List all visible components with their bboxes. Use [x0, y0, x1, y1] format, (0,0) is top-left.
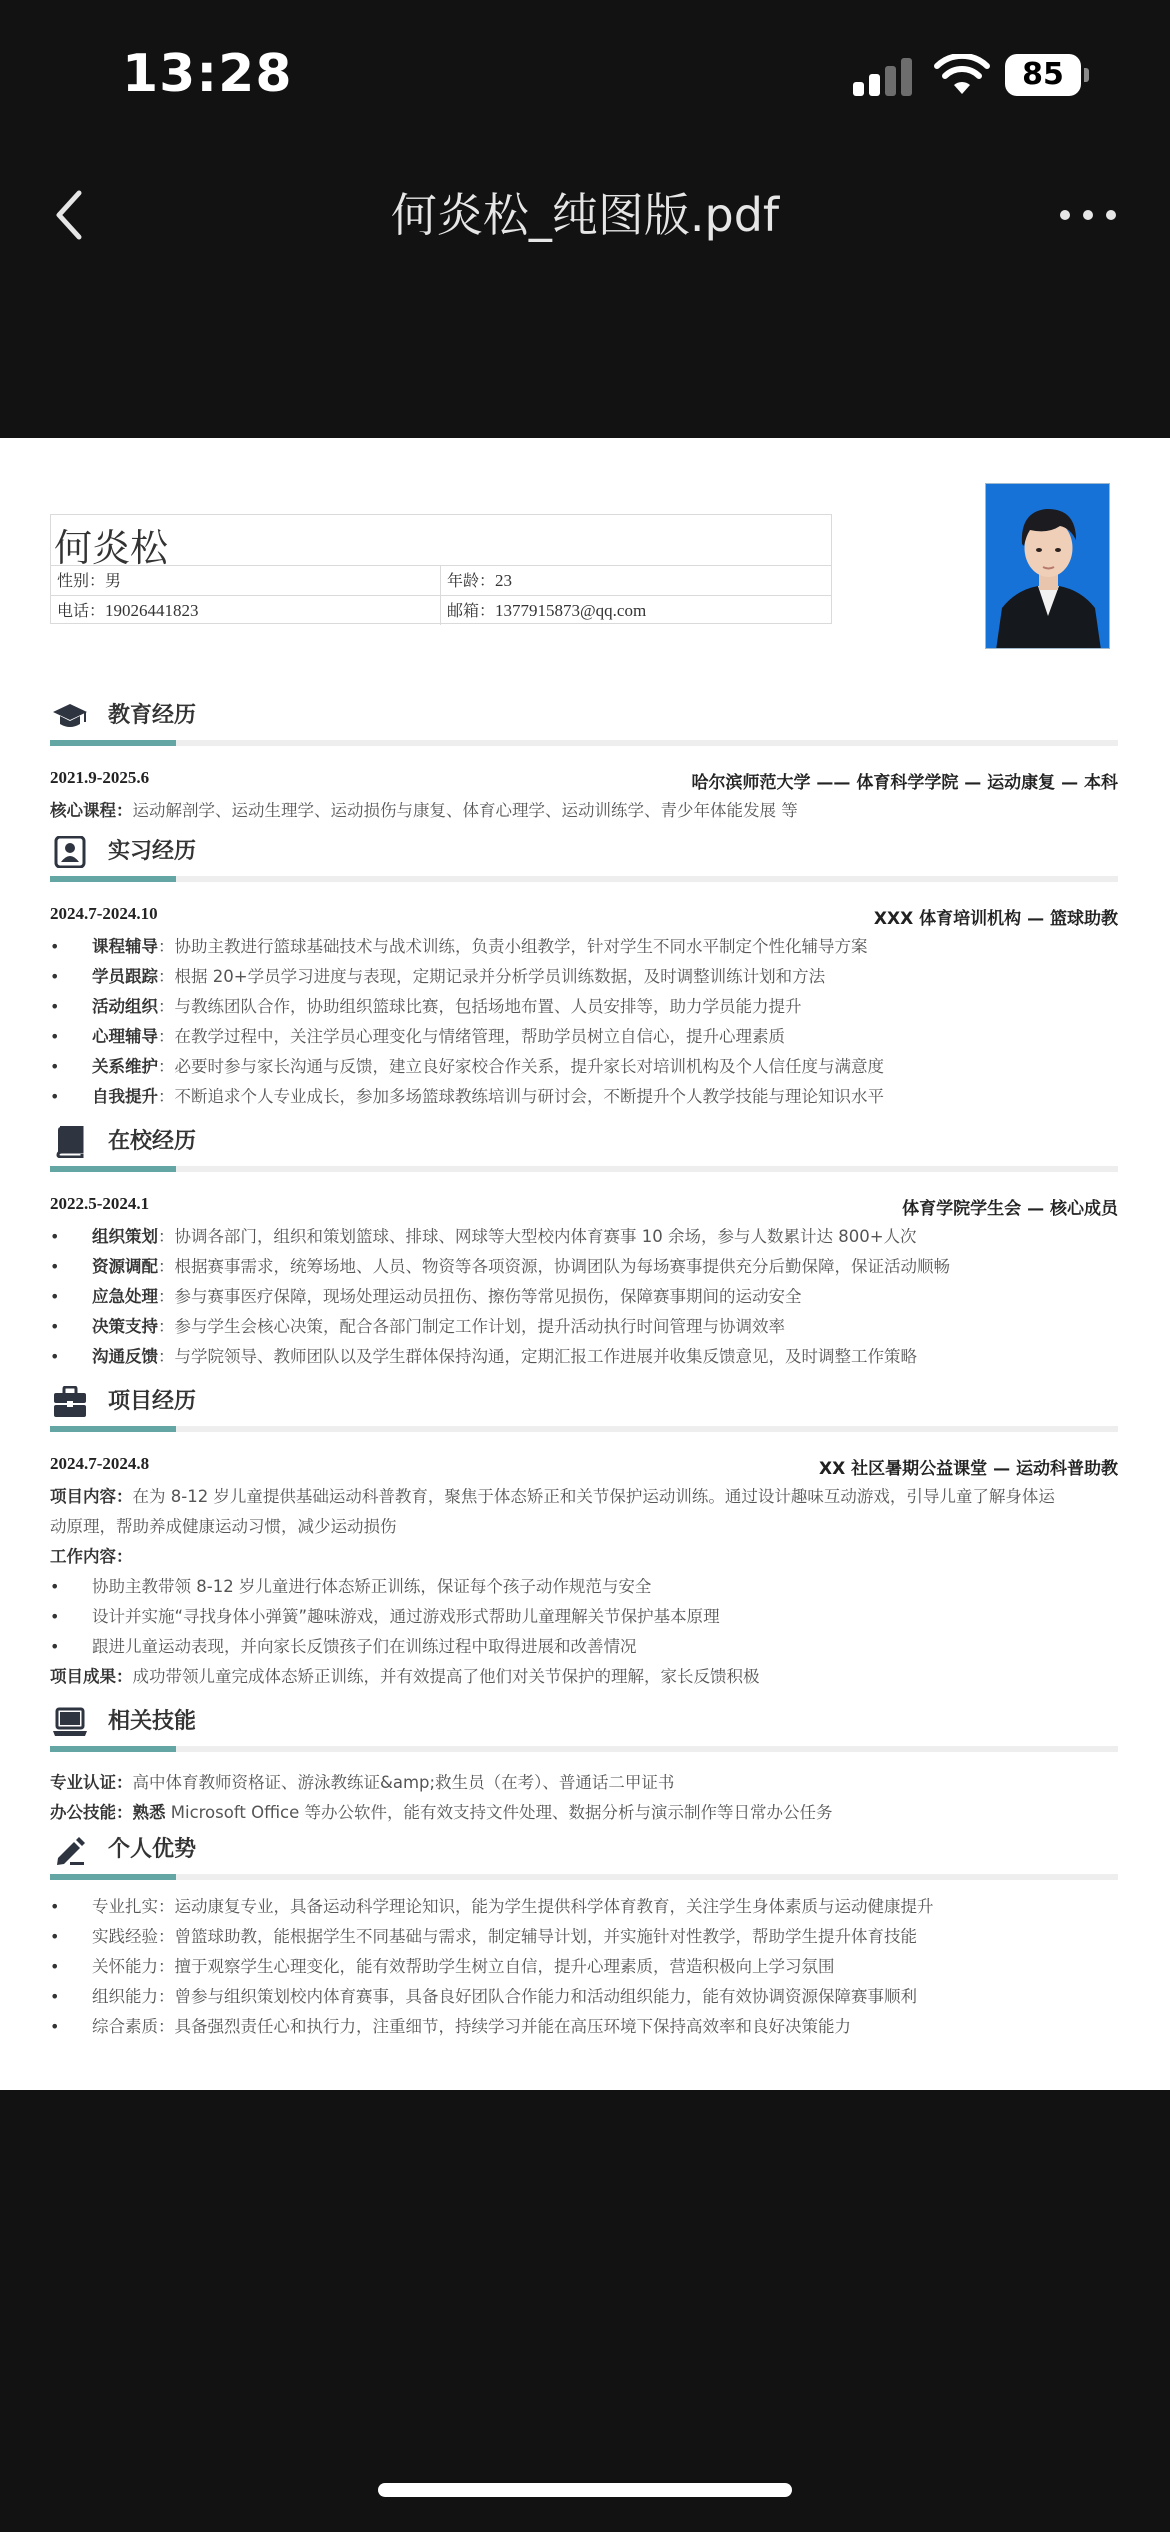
more-dot-icon	[1060, 210, 1070, 220]
battery-icon	[1005, 54, 1089, 96]
list-item: • 关怀能力：擅于观察学生心理变化，能有效帮助学生树立自信，提升心理素质，营造积极向上学习氛围	[50, 1957, 835, 1976]
section-skills	[50, 1700, 1118, 1756]
age-value: 23	[495, 571, 513, 590]
list-item: • 实践经验：曾篮球助教，能根据学生不同基础与需求，制定辅导计划，并实施针对性教学，帮助学生提升体育技能	[50, 1927, 917, 1946]
personal-info-table	[50, 514, 832, 624]
id-card-icon	[52, 836, 88, 868]
list-item: • 协助主教带领 8-12 岁儿童进行体态矫正训练，保证每个孩子动作规范与安全	[50, 1577, 652, 1596]
list-item: • 组织能力：曾参与组织策划校内体育赛事，具备良好团队合作能力和活动组织能力，能有效协调资源保障赛事顺利	[50, 1987, 917, 2006]
section-title: 教育经历	[108, 703, 197, 728]
gender-value: 男	[105, 571, 122, 590]
project-org: XX 社区暑期公益课堂 — 运动科普助教	[819, 1459, 1118, 1479]
candidate-name: 何炎松	[54, 526, 169, 570]
section-project	[50, 1380, 1118, 1436]
profile-photo	[985, 483, 1110, 649]
nav-bar	[0, 150, 1170, 290]
section-campus	[50, 1120, 1118, 1176]
list-item: • 应急处理：参与赛事医疗保障，现场处理运动员扭伤、擦伤等常见损伤，保障赛事期间的运动安全	[50, 1287, 802, 1306]
skills-office: 办公技能：熟悉 Microsoft Office 等办公软件，能有效支持文件处理、数据分析与演示制作等日常办公任务	[50, 1803, 833, 1822]
cellular-signal-icon	[853, 58, 913, 96]
education-date: 2021.9-2025.6	[50, 768, 150, 787]
list-item: • 活动组织：与教练团队合作，协助组织篮球比赛，包括场地布置、人员安排等，助力学员能力提升	[50, 997, 802, 1016]
internship-org: XXX 体育培训机构 — 篮球助教	[873, 909, 1118, 929]
list-item: • 跟进儿童运动表现，并向家长反馈孩子们在训练过程中取得进展和改善情况	[50, 1637, 637, 1656]
section-title: 相关技能	[108, 1709, 197, 1734]
list-item: • 课程辅导：协助主教进行篮球基础技术与战术训练，负责小组教学，针对学生不同水平制定个性化辅导方案	[50, 937, 868, 956]
back-button[interactable]	[44, 180, 94, 250]
pencil-icon	[52, 1834, 88, 1866]
campus-date: 2022.5-2024.1	[50, 1194, 150, 1213]
section-internship	[50, 830, 1118, 886]
chevron-left-icon	[54, 189, 84, 241]
email-label: 邮箱：	[447, 601, 496, 620]
section-title: 项目经历	[108, 1389, 197, 1414]
skills-cert: 专业认证：高中体育教师资格证、游泳教练证&amp;救生员（在考）、普通话二甲证书	[50, 1773, 675, 1792]
home-indicator[interactable]	[378, 2483, 792, 2497]
project-result: 项目成果：成功带领儿童完成体态矫正训练，并有效提高了他们对关节保护的理解，家长反馈积极	[50, 1667, 760, 1686]
section-education	[50, 694, 1118, 750]
wifi-icon	[934, 54, 990, 96]
education-school: 哈尔滨师范大学 —— 体育科学学院 — 运动康复 — 本科	[691, 773, 1118, 793]
project-content-cont: 动原理，帮助养成健康运动习惯，减少运动损伤	[50, 1517, 397, 1536]
list-item: • 学员跟踪：根据 20+学员学习进度与表现，定期记录并分析学员训练数据，及时调整训练计划和方法	[50, 967, 826, 986]
more-dot-icon	[1106, 210, 1116, 220]
section-title: 在校经历	[108, 1129, 197, 1154]
graduation-cap-icon	[52, 700, 88, 732]
battery-level: 85	[1022, 57, 1064, 92]
briefcase-icon	[52, 1386, 88, 1418]
age-label: 年龄：	[447, 571, 496, 590]
phone-label: 电话：	[57, 601, 106, 620]
status-bar	[0, 0, 1170, 150]
status-time: 13:28	[122, 44, 293, 104]
laptop-icon	[52, 1706, 88, 1738]
more-options-button[interactable]	[1060, 198, 1116, 232]
list-item: • 沟通反馈：与学院领导、教师团队以及学生群体保持沟通，定期汇报工作进展并收集反馈意见，及时调整工作策略	[50, 1347, 917, 1366]
list-item: • 心理辅导：在教学过程中，关注学员心理变化与情绪管理，帮助学员树立自信心，提升心理素质	[50, 1027, 785, 1046]
campus-org: 体育学院学生会 — 核心成员	[902, 1199, 1118, 1219]
project-work-label: 工作内容：	[50, 1547, 133, 1566]
internship-date: 2024.7-2024.10	[50, 904, 158, 923]
section-title: 个人优势	[108, 1837, 197, 1862]
list-item: • 资源调配：根据赛事需求，统筹场地、人员、物资等各项资源，协调团队为每场赛事提供充分后勤保障，保证活动顺畅	[50, 1257, 950, 1276]
list-item: • 自我提升：不断追求个人专业成长，参加多场篮球教练培训与研讨会，不断提升个人教学技能与理论知识水平	[50, 1087, 884, 1106]
section-strengths	[50, 1828, 1118, 1884]
project-date: 2024.7-2024.8	[50, 1454, 150, 1473]
project-content: 项目内容：在为 8-12 岁儿童提供基础运动科普教育，聚焦于体态矫正和关节保护运动训练。通过设计趣味互动游戏，引导儿童了解身体运	[50, 1487, 1055, 1506]
list-item: • 组织策划：协调各部门，组织和策划篮球、排球、网球等大型校内体育赛事 10 余场，参与人数累计达 800+人次	[50, 1227, 917, 1246]
list-item: • 决策支持：参与学生会核心决策，配合各部门制定工作计划，提升活动执行时间管理与协调效率	[50, 1317, 785, 1336]
book-icon	[52, 1126, 88, 1158]
phone-value: 19026441823	[105, 601, 199, 620]
section-title: 实习经历	[108, 839, 197, 864]
education-courses: 核心课程：运动解剖学、运动生理学、运动损伤与康复、体育心理学、运动训练学、青少年体能发展 等	[50, 801, 798, 820]
list-item: • 综合素质：具备强烈责任心和执行力，注重细节，持续学习并能在高压环境下保持高效率和良好决策能力	[50, 2017, 851, 2036]
more-dot-icon	[1083, 210, 1093, 220]
gender-label: 性别：	[57, 571, 106, 590]
info-row-1	[51, 565, 831, 595]
list-item: • 专业扎实：运动康复专业，具备运动科学理论知识，能为学生提供科学体育教育，关注学生身体素质与运动健康提升	[50, 1897, 934, 1916]
list-item: • 设计并实施“寻找身体小弹簧”趣味游戏，通过游戏形式帮助儿童理解关节保护基本原理	[50, 1607, 720, 1626]
portrait-image	[986, 484, 1110, 649]
email-value: 1377915873@qq.com	[495, 601, 647, 620]
document-title: 何炎松_纯图版.pdf	[390, 188, 780, 242]
list-item: • 关系维护：必要时参与家长沟通与反馈，建立良好家校合作关系，提升家长对培训机构及个人信任度与满意度	[50, 1057, 884, 1076]
pdf-page[interactable]	[0, 438, 1170, 2090]
info-row-2	[51, 595, 831, 625]
